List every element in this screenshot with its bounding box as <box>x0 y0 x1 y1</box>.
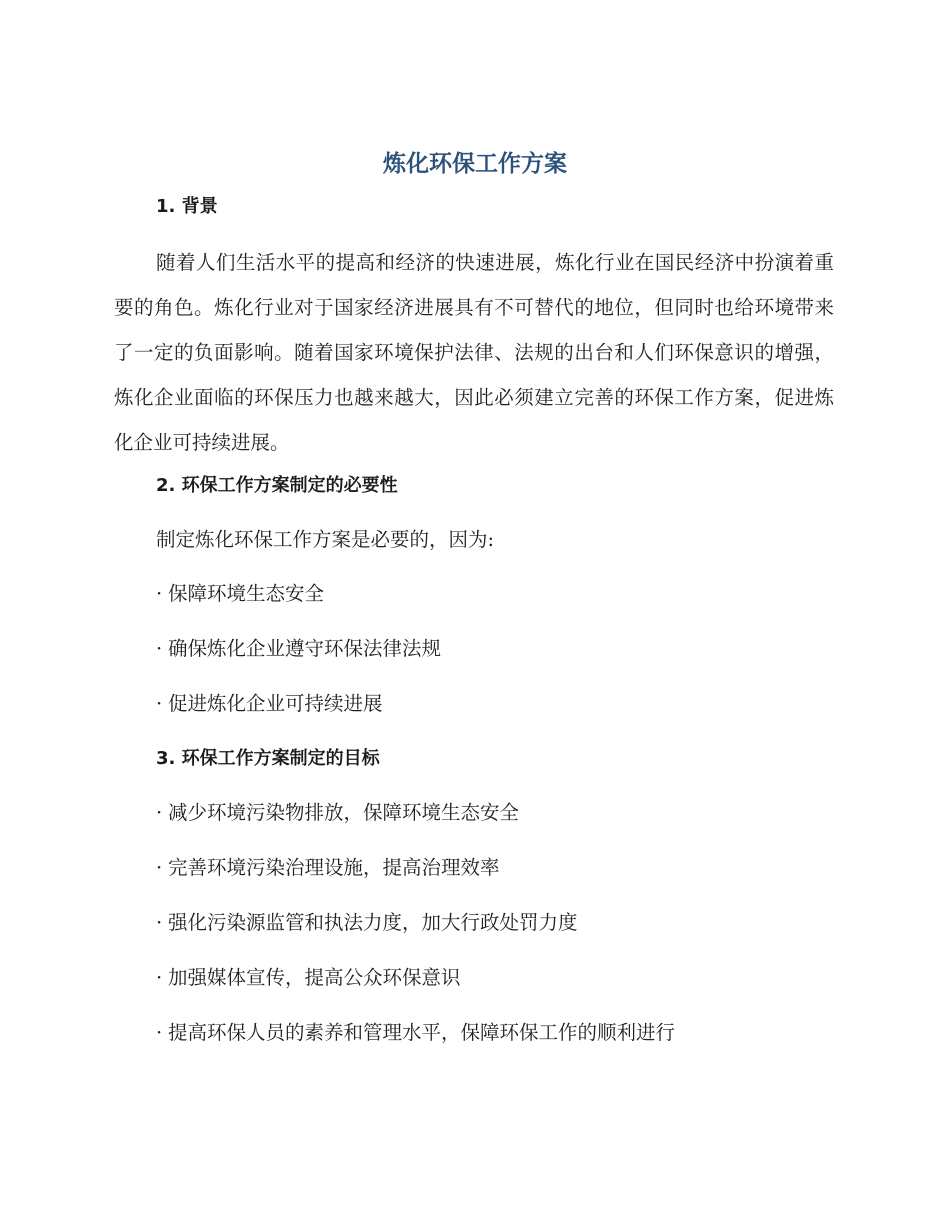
bullet-marker: · <box>156 582 163 605</box>
list-item-text: 确保炼化企业遵守环保法律法规 <box>168 637 442 660</box>
section-heading-goals: 3. 环保工作方案制定的目标 <box>156 748 380 769</box>
section-heading-necessity: 2. 环保工作方案制定的必要性 <box>156 475 398 496</box>
list-item <box>156 634 441 664</box>
list-item <box>156 1018 675 1048</box>
bullet-marker: · <box>156 911 163 934</box>
list-item <box>156 963 461 993</box>
list-item-text: 保障环境生态安全 <box>168 582 325 605</box>
list-item-text: 提高环保人员的素养和管理水平，保障环保工作的顺利进行 <box>168 1021 676 1044</box>
list-item-text: 强化污染源监管和执法力度，加大行政处罚力度 <box>168 911 578 934</box>
bullet-marker: · <box>156 637 163 660</box>
list-item-text: 促进炼化企业可持续进展 <box>168 692 383 715</box>
list-item-text: 加强媒体宣传，提高公众环保意识 <box>168 966 461 989</box>
bullet-marker: · <box>156 692 163 715</box>
bullet-marker: · <box>156 801 163 824</box>
list-item <box>156 798 519 828</box>
section-intro-necessity: 制定炼化环保工作方案是必要的，因为: <box>156 528 495 551</box>
list-item <box>156 908 578 938</box>
list-item-text: 减少环境污染物排放，保障环境生态安全 <box>168 801 520 824</box>
document-title: 炼化环保工作方案 <box>383 151 567 177</box>
list-item <box>156 579 324 609</box>
section-heading-background: 1. 背景 <box>156 196 218 217</box>
bullet-marker: · <box>156 966 163 989</box>
list-item <box>156 689 383 719</box>
section-paragraph-background: 随着人们生活水平的提高和经济的快速进展，炼化行业在国民经济中扮演着重要的角色。炼化行业对于国家经济进展具有不可替代的地位，但同时也给环境带来了一定的负面影响。随着国家环境保护法律、法规的出台和人们环保意识的增强，炼化企业面临的环保压力也越来越大，因此必须建立完善的环保工作方案，促进炼化企业可持续进展。 <box>114 251 834 454</box>
bullet-marker: · <box>156 856 163 879</box>
list-item-text: 完善环境污染治理设施，提高治理效率 <box>168 856 500 879</box>
bullet-marker: · <box>156 1021 163 1044</box>
list-item <box>156 853 500 883</box>
